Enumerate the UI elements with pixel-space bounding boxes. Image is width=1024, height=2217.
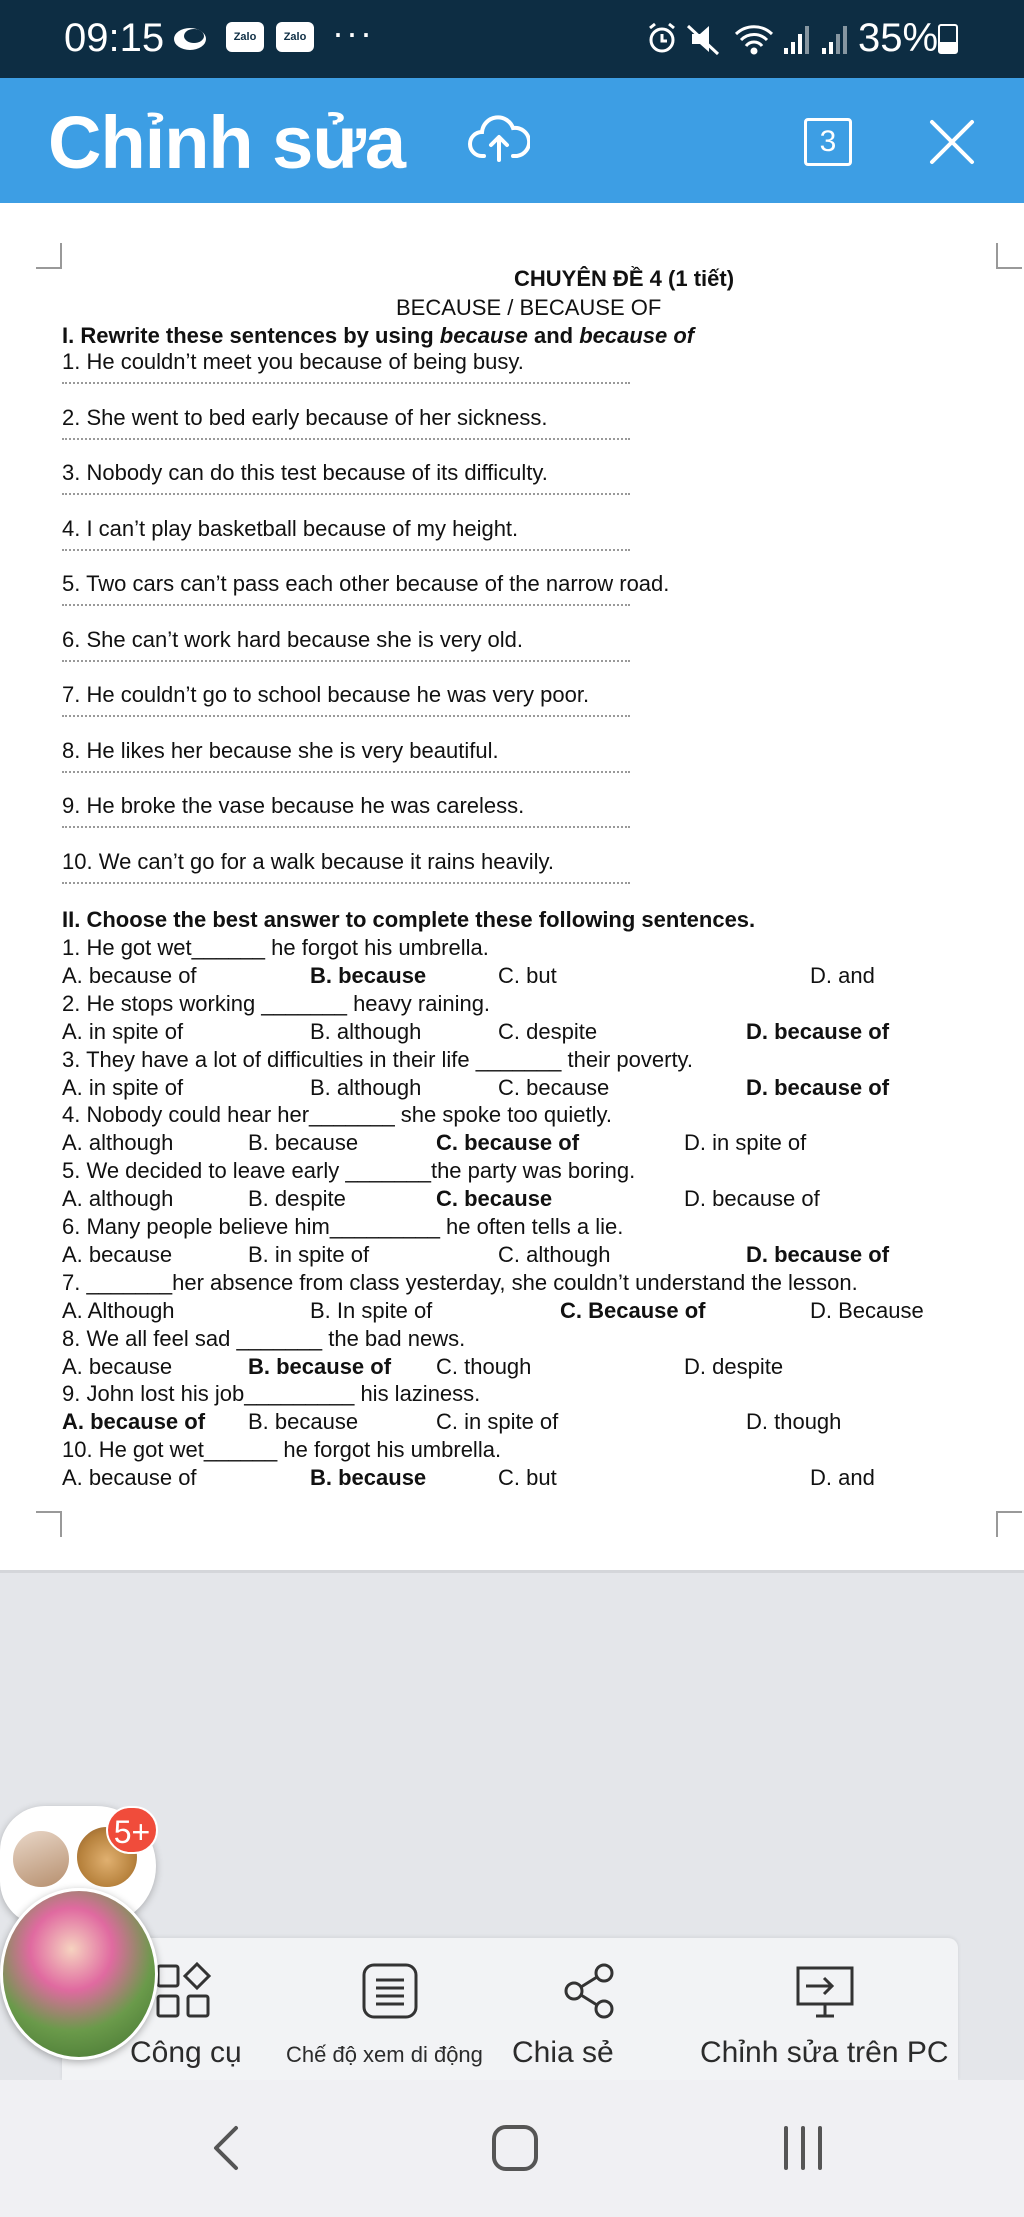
home-icon[interactable]: [490, 2120, 542, 2176]
answer-option[interactable]: D. because of: [684, 1186, 820, 1212]
answer-option[interactable]: B. in spite of: [248, 1242, 370, 1267]
close-icon[interactable]: [926, 116, 978, 168]
answer-option[interactable]: B. because: [248, 1130, 359, 1156]
question-text: 4. Nobody could hear her_______ she spoke too quietly.: [62, 1102, 612, 1128]
answer-option[interactable]: D. despite: [684, 1353, 784, 1379]
mute-icon: [688, 26, 718, 54]
back-icon[interactable]: [206, 2120, 246, 2176]
answer-option-correct[interactable]: D. because of: [746, 1018, 890, 1044]
answer-option[interactable]: A. although: [62, 1130, 174, 1156]
answer-option-correct[interactable]: B. because: [310, 963, 427, 988]
answer-option-correct[interactable]: A. because of: [62, 1409, 206, 1435]
question-text: 8. We all feel sad _______ the bad news.: [62, 1325, 466, 1351]
doc-subtitle: BECAUSE / BECAUSE OF: [396, 295, 662, 320]
mobile-view-icon: [360, 1962, 420, 2020]
answer-option[interactable]: B. although: [310, 1018, 422, 1044]
answer-option[interactable]: A. although: [62, 1186, 174, 1212]
more-notifications-icon: ···: [332, 12, 374, 53]
unread-badge: 5+: [106, 1806, 158, 1854]
answer-option[interactable]: B. In spite of: [310, 1297, 433, 1323]
rewrite-sentence: 8. He likes her because she is very beautiful.: [62, 737, 499, 763]
answer-line[interactable]: [62, 604, 630, 606]
avatar[interactable]: [0, 1888, 158, 2060]
answer-line[interactable]: [62, 771, 630, 773]
system-nav-bar: [0, 2080, 1024, 2217]
moon-icon: [172, 24, 208, 54]
system-status-icons: [644, 20, 864, 58]
answer-option[interactable]: C. because: [498, 1074, 610, 1100]
signal-icon: [784, 26, 809, 54]
topic-heading: CHUYÊN ĐỀ 4 (1 tiết): [514, 266, 735, 291]
tools-grid-icon: [154, 1962, 216, 2020]
question-text: 3. They have a lot of difficulties in their life _______ their poverty.: [62, 1046, 694, 1072]
status-bar: [0, 0, 1024, 78]
app-bar: [0, 78, 1024, 203]
answer-option[interactable]: D. and: [810, 1465, 875, 1491]
bottom-toolbar: [62, 1938, 958, 2080]
answer-option-correct[interactable]: B. because of: [248, 1353, 392, 1379]
answer-line[interactable]: [62, 882, 630, 884]
answer-option[interactable]: D. in spite of: [684, 1130, 807, 1156]
answer-option[interactable]: B. despite: [248, 1186, 346, 1212]
zalo-icon: Zalo: [226, 22, 264, 52]
rewrite-sentence: 1. He couldn’t meet you because of being busy.: [62, 349, 524, 374]
document-page[interactable]: [0, 203, 1024, 1573]
crop-mark: [36, 1511, 62, 1537]
question-text: 5. We decided to leave early _______the party was boring.: [62, 1158, 636, 1184]
question-text: 9. John lost his job_________ his laziness.: [62, 1381, 481, 1407]
share-icon: [562, 1962, 618, 2020]
answer-option[interactable]: C. but: [498, 963, 557, 988]
answer-option[interactable]: C. although: [498, 1242, 611, 1267]
mobile-view-button[interactable]: [284, 1938, 500, 2080]
answer-option-correct[interactable]: B. because: [310, 1465, 427, 1491]
answer-option[interactable]: C. in spite of: [436, 1409, 559, 1435]
crop-mark: [996, 1511, 1022, 1537]
question-text: 7. _______her absence from class yesterday, she couldn’t understand the lesson.: [62, 1269, 858, 1295]
answer-option-correct[interactable]: D. because of: [746, 1074, 890, 1100]
answer-option[interactable]: C. though: [436, 1353, 532, 1379]
answer-option[interactable]: A. in spite of: [62, 1018, 184, 1044]
share-button[interactable]: [512, 1938, 672, 2080]
rewrite-sentence: 9. He broke the vase because he was careless.: [62, 793, 525, 818]
answer-option[interactable]: A. Although: [62, 1297, 175, 1323]
answer-line[interactable]: [62, 715, 630, 717]
answer-line[interactable]: [62, 493, 630, 495]
answer-option[interactable]: B. although: [310, 1074, 422, 1100]
rewrite-sentence: 6. She can’t work hard because she is very old.: [62, 626, 524, 652]
rewrite-sentence: 3. Nobody can do this test because of its difficulty.: [62, 460, 548, 485]
page-count-button[interactable]: 3: [804, 118, 852, 166]
zalo-icon: Zalo: [276, 22, 314, 52]
answer-line[interactable]: [62, 660, 630, 662]
answer-line[interactable]: [62, 382, 630, 384]
answer-option[interactable]: B. because: [248, 1409, 359, 1435]
battery-level: 35%: [858, 16, 939, 60]
answer-option-correct[interactable]: C. Because of: [560, 1297, 706, 1323]
answer-option[interactable]: D. though: [746, 1409, 842, 1435]
question-text: 2. He stops working _______ heavy raining.: [62, 990, 491, 1016]
part1-heading: I. Rewrite these sentences by using because and because of: [62, 323, 695, 348]
upload-cloud-icon[interactable]: [468, 114, 530, 166]
answer-option[interactable]: D. and: [810, 963, 875, 988]
rewrite-sentence: 7. He couldn’t go to school because he was very poor.: [62, 682, 590, 707]
recents-icon[interactable]: [778, 2120, 828, 2176]
page-title: Chỉnh sửa: [48, 101, 406, 184]
part2-heading: II. Choose the best answer to complete these following sentences.: [62, 907, 756, 932]
battery-icon: [938, 24, 958, 54]
answer-option[interactable]: A. because: [62, 1242, 173, 1267]
signal-icon: [822, 26, 847, 54]
mobile-view-label: Chế độ xem di động: [286, 2042, 483, 2067]
answer-option[interactable]: D. Because: [810, 1297, 924, 1323]
rewrite-sentence: 10. We can’t go for a walk because it rains heavily.: [62, 848, 554, 874]
rewrite-sentence: 4. I can’t play basketball because of my height.: [62, 515, 519, 541]
share-label: Chia sẻ: [512, 2036, 614, 2069]
answer-line[interactable]: [62, 549, 630, 551]
answer-option-correct[interactable]: D. because of: [746, 1242, 890, 1267]
answer-option[interactable]: A. because of: [62, 963, 197, 988]
question-text: 1. He got wet______ he forgot his umbrella.: [62, 935, 489, 960]
answer-option[interactable]: A. because: [62, 1353, 173, 1379]
answer-option[interactable]: A. in spite of: [62, 1074, 184, 1100]
tools-label: Công cụ: [130, 2036, 242, 2069]
answer-option-correct[interactable]: C. because: [436, 1186, 553, 1212]
clock: 09:15: [64, 16, 165, 60]
answer-line[interactable]: [62, 438, 630, 440]
answer-option[interactable]: A. because of: [62, 1465, 197, 1491]
desktop-edit-icon: [794, 1962, 856, 2020]
answer-option[interactable]: C. despite: [498, 1018, 598, 1044]
avatar[interactable]: [10, 1828, 72, 1890]
answer-option-correct[interactable]: C. because of: [436, 1130, 580, 1156]
edit-on-pc-label: Chỉnh sửa trên PC: [700, 2036, 949, 2069]
edit-on-pc-button[interactable]: [700, 1938, 950, 2080]
rewrite-sentence: 2. She went to bed early because of her sickness.: [62, 404, 548, 430]
question-text: 10. He got wet______ he forgot his umbrella.: [62, 1437, 502, 1463]
rewrite-sentence: 5. Two cars can’t pass each other because of the narrow road.: [62, 571, 670, 596]
question-text: 6. Many people believe him_________ he often tells a lie.: [62, 1214, 624, 1239]
answer-line[interactable]: [62, 826, 630, 828]
wifi-icon: [736, 27, 772, 53]
crop-mark: [36, 243, 62, 269]
alarm-icon: [650, 24, 674, 51]
answer-option[interactable]: C. but: [498, 1465, 557, 1491]
crop-mark: [996, 243, 1022, 269]
